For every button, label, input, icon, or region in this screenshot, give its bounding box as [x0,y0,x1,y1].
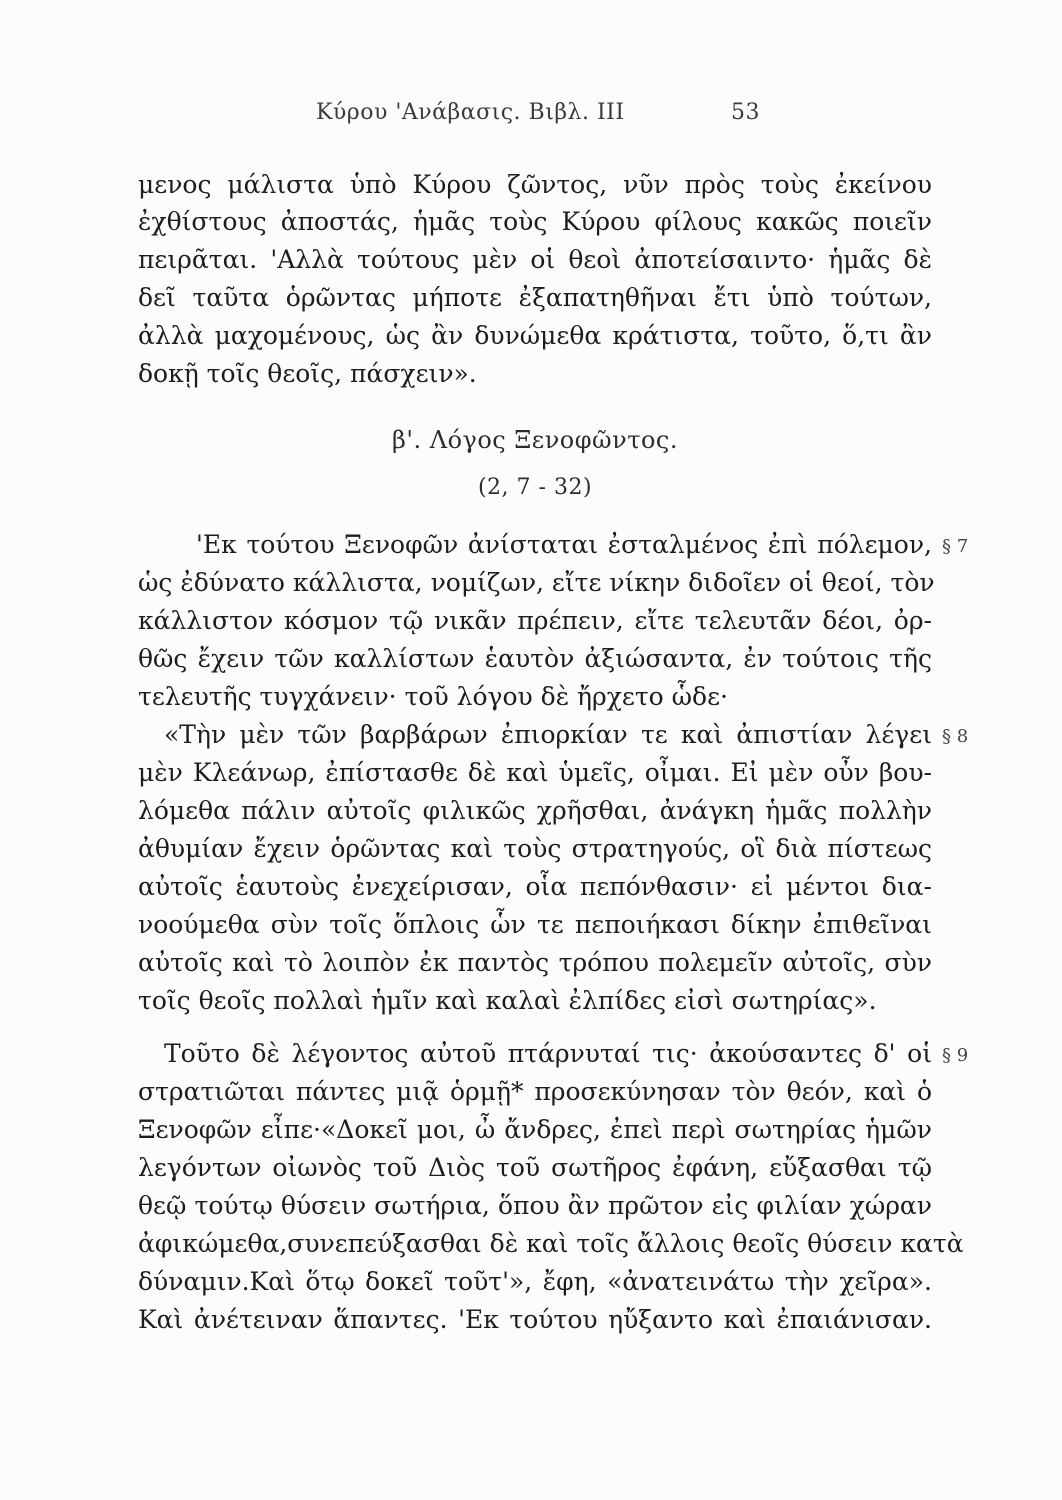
text-line: Τοῦτο δὲ λέγοντος αὐτοῦ πτάρνυταί τις· ἀκούσαντες δ' οἱ [164,1039,932,1068]
text-line: μενος μάλιστα ὑπὸ Κύρου ζῶντος, νῦν πρὸς τοὺς ἐκείνου [138,170,932,199]
text-line: ἀθυμίαν ἔχειν ὁρῶντας καὶ τοὺς στρατηγούς, οἳ διὰ πίστεως [138,834,932,863]
text-line: Καὶ ἀνέτειναν ἅπαντες. 'Εκ τούτου ηὔξαντο καὶ ἐπαιάνισαν. [138,1305,932,1334]
text-line: δοκῇ τοῖς θεοῖς, πάσχειν». [138,359,477,388]
text-line: κάλλιστον κόσμον τῷ νικᾶν πρέπειν, εἴτε τελευτᾶν δέοι, ὀρ- [138,606,932,635]
text-line: ἀφικώμεθα,συνεπεύξασθαι δὲ καὶ τοῖς ἄλλοις θεοῖς θύσειν κατὰ [138,1229,964,1258]
text-line: ὡς ἐδύνατο κάλλιστα, νομίζων, εἴτε νίκην διδοῖεν οἱ θεοί, τὸν [138,568,935,597]
text-line: «Τὴν μὲν τῶν βαρβάρων ἐπιορκίαν τε καὶ ἀπιστίαν λέγει [164,720,932,749]
margin-section-marker: § 8 [942,726,969,747]
text-line: νοούμεθα σὺν τοῖς ὅπλοις ὧν τε πεποιήκασι δίκην ἐπιθεῖναι [138,910,932,939]
text-line: πειρᾶται. 'Αλλὰ τούτους μὲν οἱ θεοὶ ἀποτείσαιντο· ἡμᾶς δὲ [138,245,932,274]
text-line: θεῷ τούτῳ θύσειν σωτήρια, ὅπου ἂν πρῶτον εἰς φιλίαν χώραν [138,1191,932,1220]
text-line: 'Εκ τούτου Ξενοφῶν ἀνίσταται ἐσταλμένος ἐπὶ πόλεμον, [196,530,932,559]
text-line: αὐτοῖς καὶ τὸ λοιπὸν ἐκ παντὸς τρόπου πολεμεῖν αὐτοῖς, σὺν [138,948,932,977]
text-line: λόμεθα πάλιν αὐτοῖς φιλικῶς χρῆσθαι, ἀνάγκη ἡμᾶς πολλὴν [138,796,932,825]
section-range: (2, 7 - 32) [477,475,593,500]
text-line: Ξενοφῶν εἶπε·«Δοκεῖ μοι, ὦ ἄνδρες, ἐπεὶ περὶ σωτηρίας ἡμῶν [138,1115,932,1144]
text-line: θῶς ἔχειν τῶν καλλίστων ἑαυτὸν ἀξιώσαντα, ἐν τούτοις τῆς [138,644,932,673]
text-line: αὐτοῖς ἑαυτοὺς ἐνεχείρισαν, οἷα πεπόνθασιν· εἰ μέντοι δια- [138,872,932,901]
text-line: ἀλλὰ μαχομένους, ὡς ἂν δυνώμεθα κράτιστα, τοῦτο, ὅ,τι ἂν [138,321,932,350]
page-number: 53 [731,100,760,125]
text-line: δύναμιν.Καὶ ὅτῳ δοκεῖ τοῦτ'», ἔφη, «ἀνατεινάτω τὴν χεῖρα». [138,1267,932,1296]
text-line: στρατιῶται πάντες μιᾷ ὁρμῇ* προσεκύνησαν τὸν θεόν, καὶ ὁ [138,1077,932,1106]
text-line: ἐχθίστους ἀποστάς, ἡμᾶς τοὺς Κύρου φίλους κακῶς ποιεῖν [138,207,932,236]
margin-section-marker: § 7 [942,536,969,557]
text-line: τελευτῆς τυγχάνειν· τοῦ λόγου δὲ ἤρχετο ὧδε· [138,682,728,711]
section-heading: β'. Λόγος Ξενοφῶντος. [392,426,678,454]
text-line: δεῖ ταῦτα ὁρῶντας μήποτε ἐξαπατηθῆναι ἔτι ὑπὸ τούτων, [138,283,932,312]
text-line: μὲν Κλεάνωρ, ἐπίστασθε δὲ καὶ ὑμεῖς, οἶμαι. Εἰ μὲν οὖν βου- [138,758,932,787]
text-line: λεγόντων οἰωνὸς τοῦ Διὸς τοῦ σωτῆρος ἐφάνη, εὔξασθαι τῷ [138,1153,932,1182]
margin-section-marker: § 9 [942,1045,969,1066]
text-line: τοῖς θεοῖς πολλαὶ ἡμῖν καὶ καλαὶ ἐλπίδες εἰσὶ σωτηρίας». [138,986,877,1015]
running-title: Κύρου 'Ανάβασις. Βιβλ. ΙΙΙ [316,100,625,125]
